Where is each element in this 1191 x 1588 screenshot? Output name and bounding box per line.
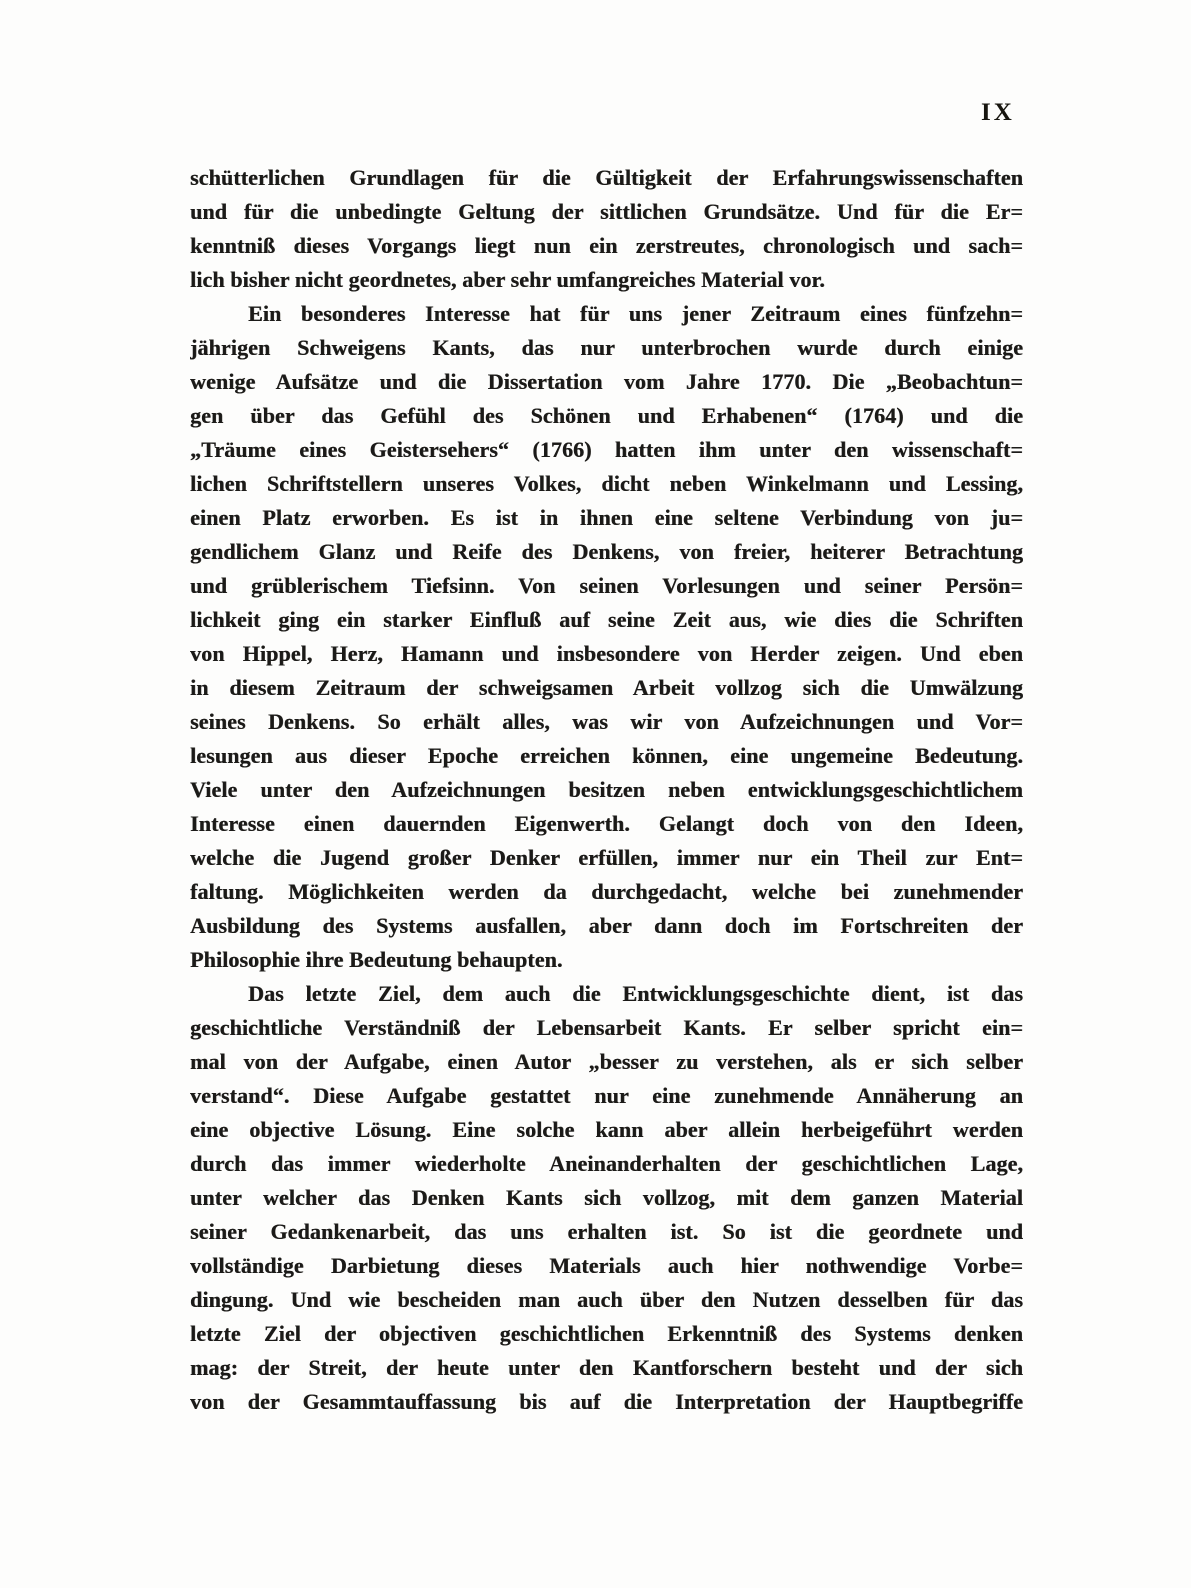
text-line: „Träume eines Geistersehers“ (1766) hatten ihm unter den wissenschaft=: [190, 437, 1023, 462]
text-line: geschichtliche Verständniß der Lebensarbeit Kants. Er selber spricht ein=: [190, 1015, 1023, 1040]
text-block: [190, 161, 1023, 1419]
text-line: und grüblerischem Tiefsinn. Von seinen Vorlesungen und seiner Persön=: [190, 573, 1023, 598]
text-line: unter welcher das Denken Kants sich vollzog, mit dem ganzen Material: [190, 1185, 1023, 1210]
text-line: Philosophie ihre Bedeutung behaupten.: [190, 947, 563, 972]
page-number: IX: [981, 99, 1015, 126]
text-line: Das letzte Ziel, dem auch die Entwicklungsgeschichte dient, ist das: [248, 981, 1023, 1006]
text-line: lesungen aus dieser Epoche erreichen können, eine ungemeine Bedeutung.: [190, 743, 1023, 768]
text-line: Viele unter den Aufzeichnungen besitzen neben entwicklungsgeschichtlichem: [190, 777, 1023, 802]
text-line: welche die Jugend großer Denker erfüllen, immer nur ein Theil zur Ent=: [190, 845, 1023, 870]
text-line: kenntniß dieses Vorgangs liegt nun ein zerstreutes, chronologisch und sach=: [190, 233, 1023, 258]
text-line: lichen Schriftstellern unseres Volkes, dicht neben Winkelmann und Lessing,: [190, 471, 1023, 496]
text-line: in diesem Zeitraum der schweigsamen Arbeit vollzog sich die Umwälzung: [190, 675, 1023, 700]
text-line: wenige Aufsätze und die Dissertation vom Jahre 1770. Die „Beobachtun=: [190, 369, 1023, 394]
text-line: Ausbildung des Systems ausfallen, aber dann doch im Fortschreiten der: [190, 913, 1023, 938]
text-line: gen über das Gefühl des Schönen und Erhabenen“ (1764) und die: [190, 403, 1023, 428]
text-line: durch das immer wiederholte Aneinanderhalten der geschichtlichen Lage,: [190, 1151, 1023, 1176]
text-line: seines Denkens. So erhält alles, was wir von Aufzeichnungen und Vor=: [190, 709, 1023, 734]
text-line: vollständige Darbietung dieses Materials auch hier nothwendige Vorbe=: [190, 1253, 1023, 1278]
text-line: mag: der Streit, der heute unter den Kantforschern besteht und der sich: [190, 1355, 1023, 1380]
text-line: und für die unbedingte Geltung der sittlichen Grundsätze. Und für die Er=: [190, 199, 1023, 224]
text-line: dingung. Und wie bescheiden man auch über den Nutzen desselben für das: [190, 1287, 1023, 1312]
text-line: schütterlichen Grundlagen für die Gültigkeit der Erfahrungswissenschaften: [190, 165, 1023, 190]
text-line: verstand“. Diese Aufgabe gestattet nur eine zunehmende Annäherung an: [190, 1083, 1023, 1108]
text-line: lich bisher nicht geordnetes, aber sehr umfangreiches Material vor.: [190, 267, 825, 292]
text-line: einen Platz erworben. Es ist in ihnen eine seltene Verbindung von ju=: [190, 505, 1023, 530]
text-line: eine objective Lösung. Eine solche kann aber allein herbeigeführt werden: [190, 1117, 1023, 1142]
text-line: gendlichem Glanz und Reife des Denkens, von freier, heiterer Betrachtung: [190, 539, 1023, 564]
text-line: Ein besonderes Interesse hat für uns jener Zeitraum eines fünfzehn=: [248, 301, 1023, 326]
text-line: jährigen Schweigens Kants, das nur unterbrochen wurde durch einige: [190, 335, 1023, 360]
text-line: von der Gesammtauffassung bis auf die Interpretation der Hauptbegriffe: [190, 1389, 1023, 1414]
text-line: letzte Ziel der objectiven geschichtlichen Erkenntniß des Systems denken: [190, 1321, 1023, 1346]
text-line: Interesse einen dauernden Eigenwerth. Gelangt doch von den Ideen,: [190, 811, 1023, 836]
text-line: lichkeit ging ein starker Einfluß auf seine Zeit aus, wie dies die Schriften: [190, 607, 1023, 632]
text-line: faltung. Möglichkeiten werden da durchgedacht, welche bei zunehmender: [190, 879, 1023, 904]
text-line: mal von der Aufgabe, einen Autor „besser zu verstehen, als er sich selber: [190, 1049, 1023, 1074]
text-line: von Hippel, Herz, Hamann und insbesondere von Herder zeigen. Und eben: [190, 641, 1023, 666]
text-line: seiner Gedankenarbeit, das uns erhalten ist. So ist die geordnete und: [190, 1219, 1023, 1244]
